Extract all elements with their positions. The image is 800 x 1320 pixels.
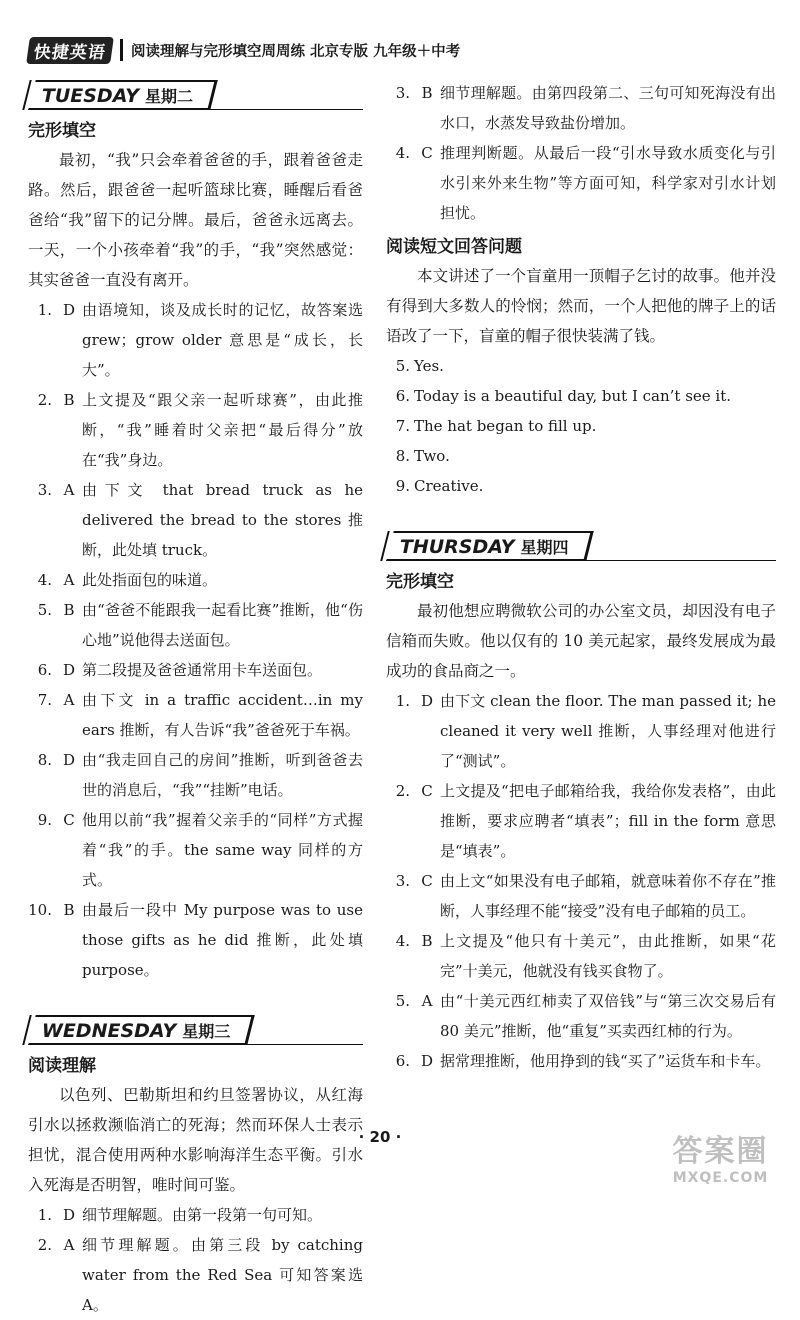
answer-text: The hat began to fill up.: [414, 417, 597, 435]
watermark-logo: [653, 1134, 788, 1192]
answer-item: [386, 138, 776, 228]
day-en: WEDNESDAY: [42, 1019, 177, 1042]
wednesday-banner: [28, 1013, 363, 1047]
answer-key: B: [63, 901, 75, 919]
answer-item: [28, 385, 363, 475]
answer-explanation: 由下文 clean the floor. The man passed it; he cleaned it very well 推断，人事经理对他进行了“测试”。: [440, 692, 776, 770]
thursday-banner: [386, 529, 776, 563]
answer-item: [386, 866, 776, 926]
answer-key: D: [62, 661, 76, 679]
answer-explanation: 由上文“如果没有电子邮箱，就意味着你不存在”推断，人事经理不能“接受”没有电子邮箱的员工。: [440, 872, 776, 920]
answer-number: 8.: [395, 447, 410, 465]
answer-number: 1.: [37, 301, 52, 319]
answer-explanation: 由下文 that bread truck as he delivered the bread to the stores 推断，此处填 truck。: [82, 481, 363, 559]
answer-key: B: [63, 391, 75, 409]
answer-explanation: 上文提及“把电子邮箱给我，我给你发表格”，由此推断，要求应聘者“填表”；fill in the form 意思是“填表”。: [440, 782, 776, 860]
answer-explanation: 上文提及“跟父亲一起听球赛”，由此推断，“我”睡着时父亲把“最后得分”放在“我”身边。: [82, 391, 363, 469]
answer-explanation: 推理判断题。从最后一段“引水导致水质变化与引水引来外来生物”等方面可知，科学家对引水计划担忧。: [440, 144, 776, 222]
answer-text: Today is a beautiful day, but I can’t see it.: [414, 387, 732, 405]
answer-key: D: [420, 692, 434, 710]
passage-summary: 以色列、巴勒斯坦和约旦签署协议，从红海引水以拯救濒临消亡的死海；然而环保人士表示担忧，混合使用两种水影响海洋生态平衡。引水入死海是否明智，唯时间可鉴。: [28, 1086, 363, 1194]
day-zh: 星期四: [520, 537, 569, 557]
answer-explanation: 由语境知，谈及成长时的记忆，故答案选 grew；grow older 意思是“成长，长大”。: [82, 301, 363, 379]
answer-number: 8.: [37, 751, 52, 769]
section-title: 完形填空: [386, 572, 454, 592]
answer-item: [28, 745, 363, 805]
watermark-url: MXQE.COM: [672, 1170, 769, 1186]
answer-number: 7.: [37, 691, 52, 709]
answer-text: Creative.: [414, 477, 484, 495]
answer-key: A: [63, 691, 75, 709]
answer-text: Yes.: [414, 357, 444, 375]
answer-key: D: [62, 751, 76, 769]
day-zh: 星期三: [182, 1021, 231, 1041]
answer-key: C: [421, 144, 433, 162]
answer-item: [28, 685, 363, 745]
section-title: 完形填空: [28, 121, 96, 141]
answer-item: [28, 895, 363, 985]
answer-number: 9.: [395, 477, 410, 495]
section-title: 阅读短文回答问题: [386, 237, 522, 257]
answer-item: [386, 926, 776, 986]
answer-number: 3.: [37, 481, 52, 499]
answer-number: 1.: [395, 692, 410, 710]
answer-item: [386, 686, 776, 776]
answer-explanation: 由“十美元西红柿卖了双倍钱”与“第三次交易后有 80 美元”推断，他“重复”买卖西红柿的行为。: [440, 992, 776, 1040]
answer-number: 10.: [28, 901, 52, 919]
answer-number: 1.: [37, 1206, 52, 1224]
answer-explanation: 此处指面包的味道。: [82, 571, 218, 589]
banner-tag: [28, 1015, 255, 1045]
banner-text: [42, 84, 193, 107]
answer-item: [28, 1230, 363, 1320]
answer-explanation: 细节理解题。由第三段 by catching water from the Red Sea 可知答案选 A。: [82, 1236, 363, 1314]
answer-explanation: 由下文 in a traffic accident…in my ears 推断，有人告诉“我”爸爸死于车祸。: [82, 691, 363, 739]
page-number: · 20 ·: [358, 1128, 402, 1146]
answer-key: A: [63, 481, 75, 499]
answer-list: [386, 78, 776, 228]
answer-item: [386, 776, 776, 866]
section-title: 阅读理解: [28, 1056, 96, 1076]
answer-text: Two.: [414, 447, 450, 465]
answer-key: B: [421, 932, 433, 950]
answer-item: [28, 595, 363, 655]
answer-key: D: [62, 301, 76, 319]
answer-number: 7.: [395, 417, 410, 435]
answer-item: [386, 471, 776, 501]
answer-explanation: 由“我走回自己的房间”推断，听到爸爸去世的消息后，“我”“挂断”电话。: [82, 751, 363, 799]
passage-summary: 最初，“我”只会牵着爸爸的手，跟着爸爸走路。然后，跟爸爸一起听篮球比赛，睡醒后看爸爸给“我”留下的记分牌。最后，爸爸永远离去。一天，一个小孩牵着“我”的手，“我”突然感觉：其实爸爸一直没有离开。: [28, 151, 363, 289]
page-header: [28, 36, 788, 64]
answer-explanation: 细节理解题。由第四段第二、三句可知死海没有出水口，水蒸发导致盐份增加。: [440, 84, 776, 132]
answer-number: 3.: [395, 872, 410, 890]
answer-number: 6.: [395, 387, 410, 405]
answer-key: D: [420, 1052, 434, 1070]
day-zh: 星期二: [145, 86, 194, 106]
answer-number: 3.: [395, 84, 410, 102]
banner-tag: [28, 80, 218, 110]
answer-key: B: [421, 84, 433, 102]
watermark-text: 答案圈: [672, 1134, 769, 1169]
header-divider: [120, 39, 123, 61]
answer-number: 4.: [395, 144, 410, 162]
answer-explanation: 第二段提及爸爸通常用卡车送面包。: [82, 661, 323, 679]
answer-item: [28, 295, 363, 385]
answer-key: C: [421, 872, 433, 890]
answer-key: C: [421, 782, 433, 800]
answer-explanation: 由最后一段中 My purpose was to use those gifts as he did 推断，此处填 purpose。: [82, 901, 363, 979]
answer-number: 2.: [395, 782, 410, 800]
answer-item: [28, 565, 363, 595]
answer-item: [386, 441, 776, 471]
answer-key: A: [63, 571, 75, 589]
day-en: THURSDAY: [400, 535, 515, 558]
header-subtitle: 阅读理解与完形填空周周练 北京专版 九年级＋中考: [131, 43, 461, 60]
answer-number: 5.: [395, 357, 410, 375]
answer-number: 6.: [37, 661, 52, 679]
answer-item: [386, 986, 776, 1046]
spacer: [386, 501, 776, 529]
brand-logo: 快捷英语: [26, 37, 114, 64]
answer-key: D: [62, 1206, 76, 1224]
answer-key: B: [63, 601, 75, 619]
answer-item: [28, 1200, 363, 1230]
answer-explanation: 据常理推断，他用挣到的钱“买了”运货车和卡车。: [440, 1052, 771, 1070]
answer-number: 5.: [37, 601, 52, 619]
passage-summary: 本文讲述了一个盲童用一顶帽子乞讨的故事。他并没有得到大多数人的怜悯；然而，一个人把他的牌子上的话语改了一下，盲童的帽子很快装满了钱。: [386, 267, 776, 345]
answer-item: [386, 78, 776, 138]
answer-explanation: 细节理解题。由第一段第一句可知。: [82, 1206, 323, 1224]
passage-summary: 最初他想应聘微软公司的办公室文员，却因没有电子信箱而失败。他以仅有的 10 美元起家，最终发展成为最成功的食品商之一。: [386, 602, 776, 680]
answer-number: 2.: [37, 1236, 52, 1254]
answer-list: [28, 295, 363, 985]
answer-number: 9.: [37, 811, 52, 829]
answer-number: 2.: [37, 391, 52, 409]
answer-explanation: 他用以前“我”握着父亲手的“同样”方式握着“我”的手。the same way 同样的方式。: [82, 811, 363, 889]
spacer: [28, 985, 363, 1013]
answer-item: [386, 411, 776, 441]
answer-item: [386, 1046, 776, 1076]
banner-tag: [386, 531, 593, 561]
short-answer-list: [386, 351, 776, 501]
answer-explanation: 由“爸爸不能跟我一起看比赛”推断，他“伤心地”说他得去送面包。: [82, 601, 363, 649]
answer-item: [386, 351, 776, 381]
answer-key: A: [63, 1236, 75, 1254]
answer-list: [386, 686, 776, 1076]
day-en: TUESDAY: [42, 84, 140, 107]
answer-item: [386, 381, 776, 411]
answer-item: [28, 805, 363, 895]
answer-key: A: [421, 992, 433, 1010]
banner-text: [400, 535, 569, 558]
answer-number: 4.: [37, 571, 52, 589]
answer-item: [28, 475, 363, 565]
answer-key: C: [63, 811, 75, 829]
answer-explanation: 上文提及“他只有十美元”，由此推断，如果“花完”十美元，他就没有钱买食物了。: [440, 932, 776, 980]
banner-text: [42, 1019, 230, 1042]
answer-number: 4.: [395, 932, 410, 950]
tuesday-banner: [28, 78, 363, 112]
answer-number: 6.: [395, 1052, 410, 1070]
answer-number: 5.: [395, 992, 410, 1010]
answer-list: [28, 1200, 363, 1320]
right-column: [386, 78, 776, 1076]
answer-item: [28, 655, 363, 685]
